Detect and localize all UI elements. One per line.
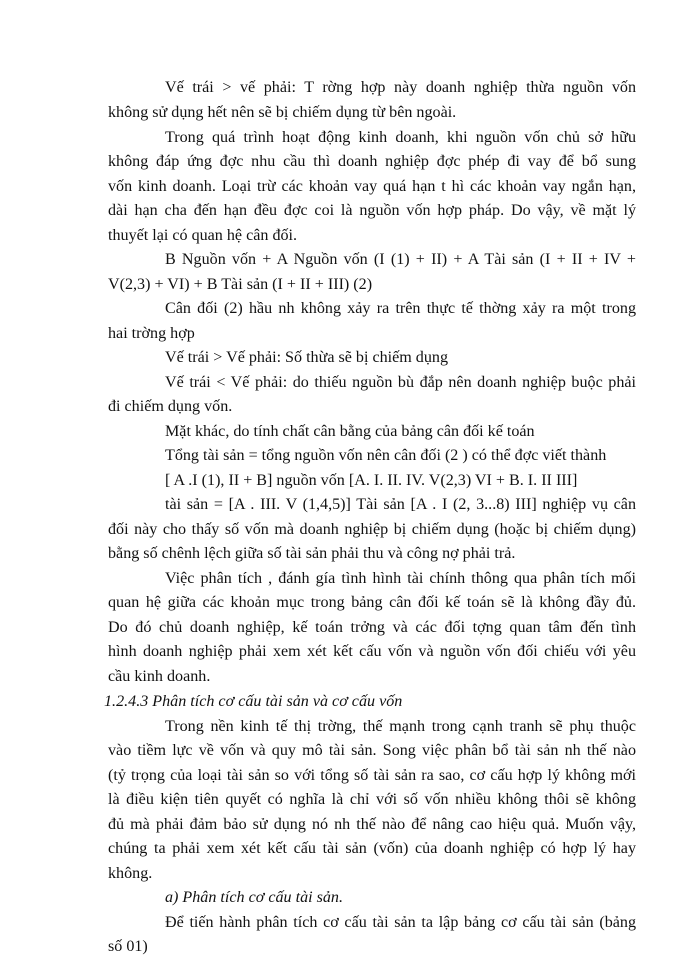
text-line: đối này cho thấy số vốn mà doanh nghiệp bị chiếm dụng (hoặc bị chiếm dụng) <box>108 521 636 538</box>
text-line: dài hạn cha đến hạn đều đợc coi là nguồn vốn hợp pháp. Do vậy, về mặt lý <box>108 202 636 219</box>
text-line: [ A .I (1), II + B] nguồn vốn [A. I. II. IV. V(2,3) VI + B. I. II III] <box>165 472 578 489</box>
section-heading: 1.2.4.3 Phân tích cơ cấu tài sản và cơ cấu vốn <box>104 693 403 710</box>
text-line: đủ mà phải đảm bảo sử dụng nó nh thế nào để nâng cao hiệu quả. Muốn vậy, <box>108 816 636 833</box>
text-line: Trong quá trình hoạt động kinh doanh, khi nguồn vốn chủ sở hữu <box>165 129 636 146</box>
text-line: Vế trái > Vế phải: Số thừa sẽ bị chiếm dụng <box>165 349 448 366</box>
text-line: Vế trái > vế phải: T rờng hợp này doanh nghiệp thừa nguồn vốn <box>165 79 636 96</box>
text-line: không đáp ứng đợc nhu cầu thì doanh nghiệp đợc phép đi vay để bổ sung <box>108 153 636 170</box>
text-line: đi chiếm dụng vốn. <box>108 398 233 415</box>
text-line: không. <box>108 865 153 882</box>
text-line: chúng ta phải xem xét kết cấu tài sản (vốn) của doanh nghiệp có hợp lý hay <box>108 840 636 857</box>
text-line: hai trờng hợp <box>108 325 195 342</box>
text-line: số 01) <box>108 938 148 955</box>
text-line: Việc phân tích , đánh gía tình hình tài chính thông qua phân tích mối <box>165 570 636 587</box>
text-line: thuyết lại có quan hệ cân đối. <box>108 227 298 244</box>
text-line: B Nguồn vốn + A Nguồn vốn (I (1) + II) + A Tài sản (I + II + IV + <box>165 251 636 268</box>
text-line: vào tiềm lực về vốn và quy mô tài sản. Song việc phân bổ tài sản nh thế nào <box>108 742 636 759</box>
text-line: hình doanh nghiệp phải xem xét kết cấu vốn và nguồn vốn đối chiếu với yêu <box>108 643 636 660</box>
text-line: cầu kinh doanh. <box>108 668 211 685</box>
text-line: Mặt khác, do tính chất cân bằng của bảng cân đối kế toán <box>165 423 535 440</box>
text-line: (tỷ trọng của loại tài sản so với tổng số tài sản ra sao, cơ cấu hợp lý không mới <box>108 767 636 784</box>
text-line: tài sản = [A . III. V (1,4,5)] Tài sản [A . I (2, 3...8) III] nghiệp vụ cân <box>165 496 636 513</box>
subsection-heading: a) Phân tích cơ cấu tài sản. <box>165 889 343 906</box>
text-line: Để tiến hành phân tích cơ cấu tài sản ta lập bảng cơ cấu tài sản (bảng <box>165 914 636 931</box>
text-line: Vế trái < Vế phải: do thiếu nguồn bù đắp nên doanh nghiệp buộc phải <box>165 374 636 391</box>
text-line: Tổng tài sản = tổng nguồn vốn nên cân đối (2 ) có thể đợc viết thành <box>165 447 607 464</box>
text-line: bằng số chênh lệch giữa số tài sản phải thu và công nợ phải trả. <box>108 545 516 562</box>
text-line: Do đó chủ doanh nghiệp, kế toán trởng và các đối tợng quan tâm đến tình <box>108 619 636 636</box>
text-line: Cân đối (2) hầu nh không xảy ra trên thực tế thờng xảy ra một trong <box>165 300 636 317</box>
text-line: là điều kiện tiên quyết có nghĩa là chỉ với số vốn nhiều không thôi sẽ không <box>108 791 636 808</box>
text-line: Trong nền kinh tế thị trờng, thế mạnh trong cạnh tranh sẽ phụ thuộc <box>165 718 636 735</box>
text-line: V(2,3) + VI) + B Tài sản (I + II + III) (2) <box>108 276 373 293</box>
text-line: quan hệ giữa các khoản mục trong bảng cân đối kế toán sẽ là không đầy đủ. <box>108 594 636 611</box>
text-line: không sử dụng hết nên sẽ bị chiếm dụng từ bên ngoài. <box>108 104 457 121</box>
text-line: vốn kinh doanh. Loại trừ các khoản vay quá hạn t hì các khoản vay ngắn hạn, <box>108 178 636 195</box>
